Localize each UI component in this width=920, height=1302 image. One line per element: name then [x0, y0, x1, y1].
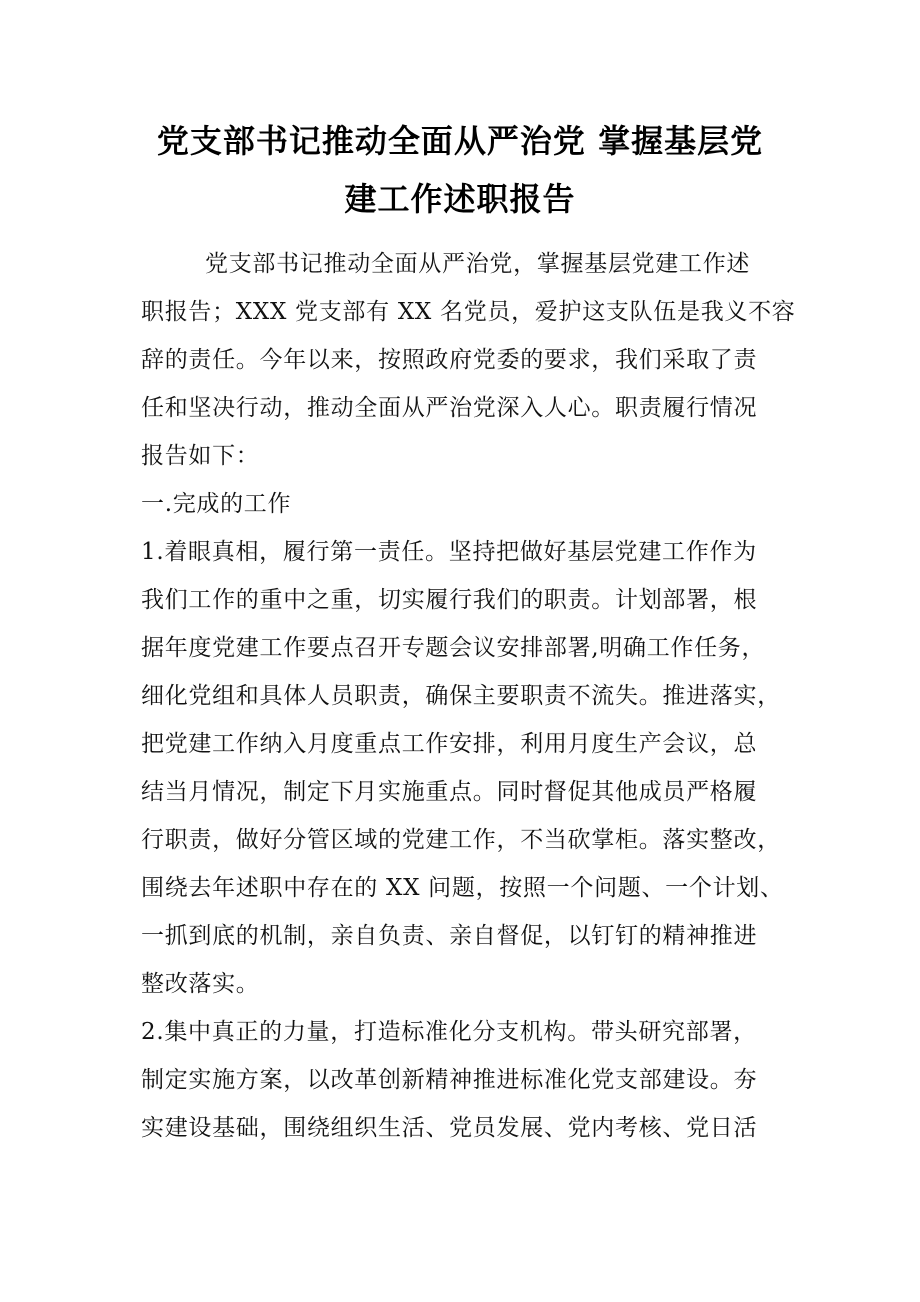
body-line-19: 实建设基础，围绕组织生活、党员发展、党内考核、党日活	[141, 1115, 758, 1141]
body-line-11: 把党建工作纳入月度重点工作安排，利用月度生产会议，总	[141, 731, 758, 757]
body-line-17: 2.集中真正的力量，打造标准化分支机构。带头研究部署，	[141, 1019, 757, 1045]
body-line-7: 1.着眼真相，履行第一责任。坚持把做好基层党建工作作为	[141, 539, 757, 565]
body-line-3: 辞的责任。今年以来，按照政府党委的要求，我们采取了责	[141, 347, 758, 373]
body-line-10: 细化党组和具体人员职责，确保主要职责不流失。推进落实，	[141, 683, 781, 709]
body-line-2: 职报告；XXX 党支部有 XX 名党员，爱护这支队伍是我义不容	[141, 299, 796, 325]
body-line-5: 报告如下：	[141, 443, 260, 469]
body-line-1: 党支部书记推动全面从严治党，掌握基层党建工作述	[205, 251, 751, 277]
document-title-line-1: 党支部书记推动全面从严治党 掌握基层党	[156, 122, 764, 160]
body-line-18: 制定实施方案，以改革创新精神推进标准化党支部建设。夯	[141, 1067, 758, 1093]
body-line-9: 据年度党建工作要点召开专题会议安排部署,明确工作任务，	[141, 635, 766, 661]
body-line-13: 行职责，做好分管区域的党建工作，不当砍掌柜。落实整改，	[141, 827, 781, 853]
body-line-15: 一抓到底的机制，亲自负责、亲自督促，以钉钉的精神推进	[141, 923, 758, 949]
body-line-14: 围绕去年述职中存在的 XX 问题，按照一个问题、一个计划、	[141, 875, 784, 901]
body-line-16: 整改落实。	[141, 971, 260, 997]
body-line-8: 我们工作的重中之重，切实履行我们的职责。计划部署，根	[141, 587, 758, 613]
document-title-line-2: 建工作述职报告	[344, 180, 576, 218]
body-line-4: 任和坚决行动，推动全面从严治党深入人心。职责履行情况	[141, 395, 758, 421]
section-heading-completed-work: 一.完成的工作	[141, 491, 292, 517]
body-line-12: 结当月情况，制定下月实施重点。同时督促其他成员严格履	[141, 779, 758, 805]
